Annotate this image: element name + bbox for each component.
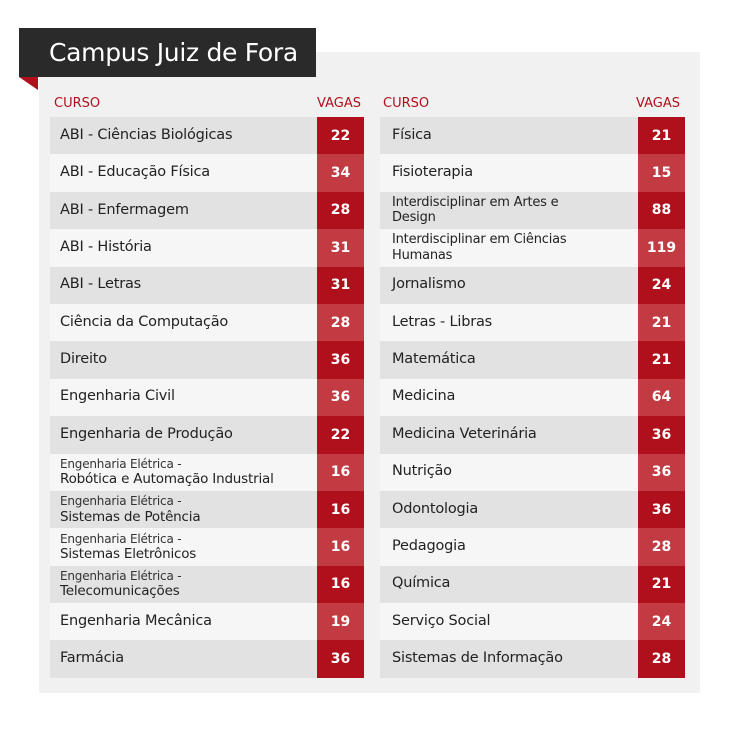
course-name: Fisioterapia (392, 164, 473, 181)
course-row (50, 566, 364, 603)
seats-value: 24 (638, 603, 685, 640)
seats-value: 22 (317, 117, 364, 154)
course-name-cell (50, 379, 317, 416)
seats-value: 28 (638, 640, 685, 677)
course-name: Sistemas de Informação (392, 650, 563, 667)
course-name: Medicina Veterinária (392, 425, 537, 442)
course-name: Letras - Libras (392, 313, 492, 330)
course-prefix: Engenharia Elétrica - (60, 494, 182, 509)
left-column-header (50, 93, 364, 117)
course-name-cell (380, 154, 638, 191)
course-name-cell (50, 416, 317, 453)
course-name-cell (50, 154, 317, 191)
course-row (50, 640, 364, 677)
course-name-cell (50, 491, 317, 528)
course-row (380, 379, 685, 416)
seats-value: 28 (317, 304, 364, 341)
course-name: Engenharia Mecânica (60, 612, 212, 629)
course-name: Sistemas de Potência (60, 508, 201, 525)
course-name-cell (50, 603, 317, 640)
seats-value: 31 (317, 267, 364, 304)
course-name: Engenharia Civil (60, 388, 175, 405)
seats-value: 16 (317, 454, 364, 491)
course-name: Direito (60, 351, 107, 368)
course-name: Matemática (392, 351, 476, 368)
seats-value: 21 (638, 341, 685, 378)
course-row (380, 603, 685, 640)
course-row (50, 341, 364, 378)
course-name-cell (380, 341, 638, 378)
course-name-cell (380, 566, 638, 603)
course-name-cell (380, 603, 638, 640)
course-name-cell (380, 117, 638, 154)
course-row (50, 416, 364, 453)
course-name-cell (380, 229, 638, 266)
course-name-cell (380, 416, 638, 453)
seats-value: 21 (638, 566, 685, 603)
course-name-cell (380, 491, 638, 528)
course-row (380, 528, 685, 565)
course-name: ABI - História (60, 238, 152, 255)
page-title: Campus Juiz de Fora (19, 28, 316, 77)
course-row (380, 192, 685, 229)
left-course-list (50, 117, 364, 678)
course-row (50, 603, 364, 640)
course-name-cell (50, 117, 317, 154)
course-name-line2: Design (392, 210, 436, 226)
course-name: ABI - Letras (60, 276, 142, 293)
course-prefix: Engenharia Elétrica - (60, 531, 182, 546)
seats-value: 88 (638, 192, 685, 229)
seats-value: 119 (638, 229, 685, 266)
course-row (50, 528, 364, 565)
course-name: Odontologia (392, 500, 479, 517)
course-name-cell (50, 528, 317, 565)
course-name: Jornalismo (392, 276, 466, 293)
seats-value: 36 (638, 491, 685, 528)
seats-value: 34 (317, 154, 364, 191)
course-prefix: Engenharia Elétrica - (60, 569, 182, 584)
course-name: Física (392, 126, 432, 143)
course-name-line1: Interdisciplinar em Ciências (392, 232, 567, 248)
seats-value: 24 (638, 267, 685, 304)
course-row (380, 416, 685, 453)
course-name: Medicina (392, 388, 456, 405)
course-name-line2: Humanas (392, 247, 453, 263)
course-name-cell (380, 379, 638, 416)
course-name-cell (50, 566, 317, 603)
seats-header: VAGAS (636, 96, 680, 111)
course-row (380, 454, 685, 491)
course-name: ABI - Ciências Biológicas (60, 126, 233, 143)
seats-value: 31 (317, 229, 364, 266)
course-name-cell (50, 229, 317, 266)
right-course-column (380, 93, 685, 678)
course-name: Engenharia de Produção (60, 425, 233, 442)
seats-value: 15 (638, 154, 685, 191)
course-name: Ciência da Computação (60, 313, 229, 330)
seats-value: 36 (638, 454, 685, 491)
course-row (380, 229, 685, 266)
seats-value: 36 (317, 379, 364, 416)
course-name-cell (380, 267, 638, 304)
course-row (380, 154, 685, 191)
course-row (50, 454, 364, 491)
right-course-list (380, 117, 685, 678)
course-header: CURSO (54, 96, 101, 111)
course-name: Telecomunicações (60, 583, 180, 600)
course-row (50, 304, 364, 341)
course-row (50, 491, 364, 528)
title-banner-fold (19, 77, 38, 90)
course-name-cell (50, 454, 317, 491)
seats-value: 22 (317, 416, 364, 453)
course-row (50, 267, 364, 304)
seats-value: 21 (638, 304, 685, 341)
course-row (50, 379, 364, 416)
seats-value: 28 (638, 528, 685, 565)
seats-value: 19 (317, 603, 364, 640)
course-name-cell (380, 304, 638, 341)
course-name-cell (50, 267, 317, 304)
seats-value: 64 (638, 379, 685, 416)
course-name: Química (392, 575, 451, 592)
course-name-cell (380, 454, 638, 491)
seats-value: 16 (317, 528, 364, 565)
course-row (380, 491, 685, 528)
course-row (380, 304, 685, 341)
course-name-cell (50, 192, 317, 229)
course-row (380, 640, 685, 677)
course-prefix: Engenharia Elétrica - (60, 456, 182, 471)
seats-value: 36 (638, 416, 685, 453)
right-column-header (380, 93, 685, 117)
course-row (380, 566, 685, 603)
course-name-line1: Interdisciplinar em Artes e (392, 194, 559, 210)
course-name: Sistemas Eletrônicos (60, 546, 197, 563)
seats-value: 36 (317, 341, 364, 378)
course-row (50, 192, 364, 229)
course-row (50, 117, 364, 154)
seats-header: VAGAS (317, 96, 361, 111)
seats-value: 16 (317, 566, 364, 603)
course-name: Farmácia (60, 650, 124, 667)
course-row (380, 341, 685, 378)
course-name: Serviço Social (392, 612, 491, 629)
course-header: CURSO (383, 96, 430, 111)
course-name-cell (50, 640, 317, 677)
course-name-cell (50, 341, 317, 378)
course-name: Pedagogia (392, 538, 466, 555)
course-name-cell (380, 192, 638, 229)
course-name-cell (50, 304, 317, 341)
course-name-cell (380, 640, 638, 677)
left-course-column (50, 93, 364, 678)
course-row (50, 154, 364, 191)
course-row (50, 229, 364, 266)
seats-value: 21 (638, 117, 685, 154)
seats-value: 16 (317, 491, 364, 528)
course-name: ABI - Enfermagem (60, 201, 189, 218)
course-name-cell (380, 528, 638, 565)
seats-value: 36 (317, 640, 364, 677)
course-row (380, 117, 685, 154)
course-row (380, 267, 685, 304)
course-name: Nutrição (392, 463, 452, 480)
course-name: ABI - Educação Física (60, 164, 210, 181)
seats-value: 28 (317, 192, 364, 229)
course-name: Robótica e Automação Industrial (60, 471, 274, 488)
